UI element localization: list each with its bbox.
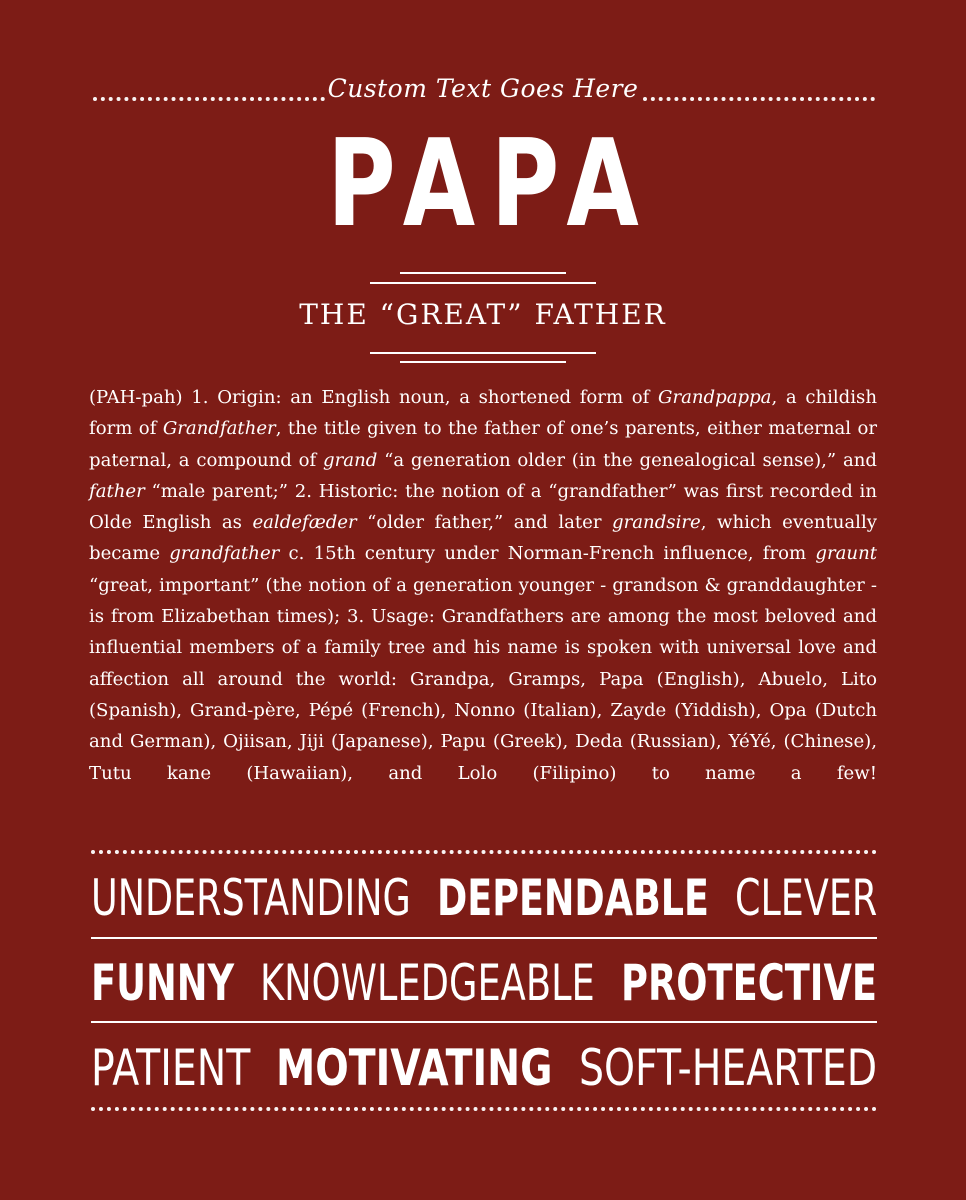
definition-paragraph (89, 382, 877, 789)
traits-line-3 (91, 1038, 877, 1098)
trait-word: PROTECTIVE (620, 954, 878, 1012)
traits-line-1 (91, 868, 877, 928)
definition-text: “older father,” and later (356, 512, 613, 534)
trait-word: DEPENDABLE (436, 869, 709, 927)
traits-divider-1 (91, 937, 877, 939)
definition-text: “a generation older (in the genealogical sense),” and (377, 449, 877, 471)
traits-line-2 (91, 953, 877, 1013)
trait-word: KNOWLEDGEABLE (260, 954, 595, 1012)
definition-text: , the title given to the father of one’s parents, either maternal or paternal, a compound of (89, 418, 877, 471)
subtitle-top-rule-long (370, 282, 596, 284)
subtitle-bottom-rule-short (400, 361, 566, 363)
trait-word: PATIENT (91, 1039, 251, 1097)
definition-italic-term: Grandpappa (658, 387, 772, 408)
subtitle: THE “GREAT” FATHER (299, 298, 667, 331)
trait-word: FUNNY (91, 954, 235, 1012)
trait-word: UNDERSTANDING (91, 869, 411, 927)
subtitle-bottom-rule-long (370, 352, 596, 354)
definition-text: , which eventually became (89, 512, 877, 565)
bottom-dotted-divider (91, 1107, 877, 1111)
definition-italic-term: ealdefæder (252, 512, 357, 534)
definition-italic-term: grand (323, 449, 378, 471)
trait-word: SOFT-HEARTED (578, 1039, 878, 1097)
definition-text: “great, important” (the notion of a generation younger - grandson & granddaughter - is from Elizabethan times); 3. Usage: Grandfathers are among the most beloved and influential members of a family tree and his name is spoken with universal love and affection all around the world: Grandpa, Gramps, Papa (English), Abuelo, Lito (Spanish), Grand-père, Pépé (French), Nonno (Italian), Zayde (Yiddish), Opa (Dutch and German), Ojiisan, Jiji (Japanese), Papu (Greek), Deda (Russian), YéYé, (Chinese), Tutu kane (Hawaiian), and Lolo (Filipino) to name a few! (89, 574, 877, 784)
definition-italic-term: father (89, 480, 145, 502)
definition-text: “male parent;” 2. Historic: the notion of a “grandfather” was first recorded in Olde English as (89, 480, 877, 534)
custom-text-line: Custom Text Goes Here (327, 74, 639, 103)
definition-italic-term: graunt (815, 543, 877, 565)
trait-word: MOTIVATING (276, 1039, 553, 1097)
subtitle-top-rule-short (400, 272, 566, 274)
traits-divider-2 (91, 1021, 877, 1023)
page-title: PAPA (327, 115, 655, 254)
definition-text: , a childish form of (89, 387, 877, 440)
definition-italic-term: grandsire (612, 512, 701, 534)
trait-word: CLEVER (734, 869, 877, 927)
definition-text: c. 15th century under Norman-French influence, from (279, 543, 816, 565)
definition-text: (PAH-pah) 1. Origin: an English noun, a shortened form of (89, 387, 659, 408)
definition-italic-term: grandfather (169, 543, 280, 565)
middle-dotted-divider (91, 850, 877, 854)
definition-italic-term: Grandfather (162, 418, 276, 440)
